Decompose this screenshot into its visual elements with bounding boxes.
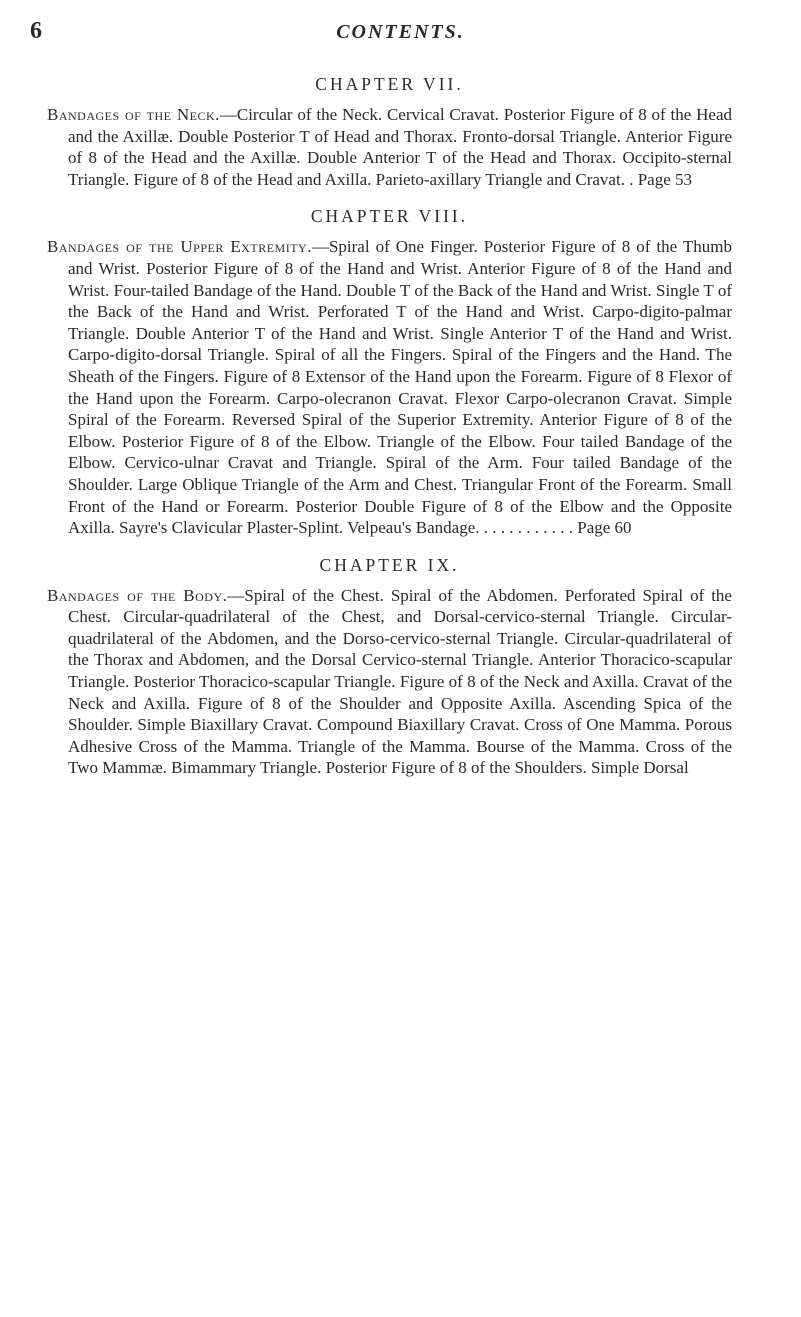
chapter-heading: CHAPTER VII. — [315, 74, 464, 94]
contents-body — [47, 58, 732, 779]
chapter-lead: Bandages of the Neck. — [47, 105, 220, 124]
chapter-lead: Bandages of the Body. — [47, 585, 228, 605]
running-head: CONTENTS. — [336, 21, 465, 43]
chapter-lead: Bandages of the Upper Extremity. — [47, 237, 312, 257]
chapter-text: —Spiral of One Finger. Posterior Figure of 8 of the Thumb and Wrist. Posterior Figure of 8 of the Hand and Wrist. Anterior Figure of 8 of the Hand and Wrist. Four-tailed Bandage of the Hand. Double T of the Back of the Hand and Wrist. Single T of the Back of the Hand and Wrist. Perforated T of the Hand and Wrist. Carpo-digito-palmar Triangle. Double Anterior T of the Hand and Wrist. Single Anterior T of the Hand and Wrist. Carpo-digito-dorsal Triangle. Spiral of all the Fingers. Spiral of the Fingers and the Hand. The Sheath of the Fingers. Figure of 8 Extensor of the Hand upon the Forearm. Figure of 8 Flexor of the Hand upon the Forearm. Carpo-olecranon Cravat. Flexor Carpo-olecranon Cravat. Simple Spiral of the Forearm. Reversed Spiral of the Superior Extremity. Anterior Figure of 8 of the Elbow. Posterior Figure of 8 of the Elbow. Triangle of the Elbow. Four tailed Bandage of the Elbow. Cervico-ulnar Cravat and Triangle. Spiral of the Arm. Four tailed Bandage of the Shoulder. Large Oblique Triangle of the Arm and Chest. Triangular Front of the Forearm. Small Front of the Hand or Forearm. Posterior Double Figure of 8 of the Elbow and the Opposite Axilla. Sayre's Clavicular Plaster-Splint. Velpeau's Bandage. — [68, 237, 732, 538]
chapter-entries — [47, 104, 732, 190]
chapter-text: —Circular of the Neck. Cervical Cravat. Posterior Figure of 8 of the Head and the Axillæ. Double Posterior T of Head and Thorax. Fronto-dorsal Triangle. Anterior Figure of 8 of the Head and the Axillæ. Double Anterior T of the Head and Thorax. Occipito-sternal Triangle. Figure of 8 of the Head and Axilla. Parieto-axillary Triangle and Cravat. . — [68, 105, 732, 189]
chapter-ix — [47, 555, 732, 779]
chapter-viii — [47, 206, 732, 538]
page-header — [0, 18, 801, 58]
chapter-entries — [47, 585, 732, 779]
chapter-heading: CHAPTER VIII. — [310, 206, 469, 227]
chapter-heading: CHAPTER IX. — [319, 554, 460, 575]
page-number: 6 — [30, 18, 42, 44]
page-reference: Page 60 — [577, 518, 632, 538]
leader-dots: . . . . . . . . . . . — [483, 518, 578, 538]
chapter-entries — [47, 236, 732, 538]
chapter-text: —Spiral of the Chest. Spiral of the Abdomen. Perforated Spiral of the Chest. Circular-quadrilateral of the Chest, and Dorsal-cervico-sternal Triangle. Circular-quadrilateral of the Abdomen, and the Dorso-cervico-sternal Triangle. Circular-quadrilateral of the Thorax and Abdomen, and the Dorsal Cervico-sternal Triangle. Anterior Thoracico-scapular Triangle. Posterior Thoracico-scapular Triangle. Figure of 8 of the Neck and Axilla. Cravat of the Neck and Axilla. Figure of 8 of the Shoulder and Opposite Axilla. Ascending Spica of the Shoulder. Simple Biaxillary Cravat. Compound Biaxillary Cravat. Cross of One Mamma. Porous Adhesive Cross of the Mamma. Triangle of the Mamma. Bourse of the Mamma. Cross of the Two Mammæ. Bimammary Triangle. Posterior Figure of 8 of the Shoulders. Simple Dorsal — [68, 585, 732, 778]
page-reference: Page 53 — [637, 169, 692, 189]
chapter-vii — [47, 74, 732, 190]
